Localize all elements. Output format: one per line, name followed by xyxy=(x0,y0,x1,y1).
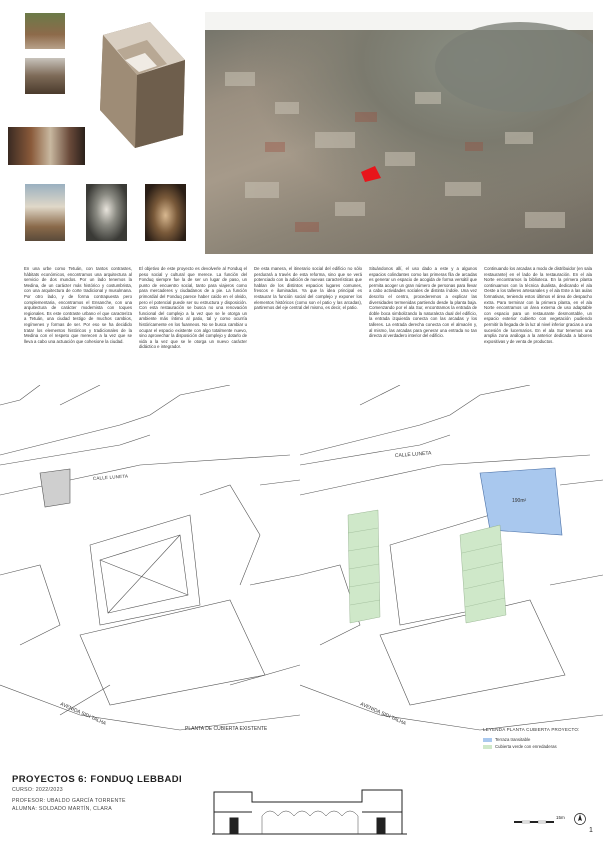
aerial-texture xyxy=(205,12,593,254)
area-label: 190m² xyxy=(512,498,527,504)
street-north-label: CALLE LUNETA xyxy=(92,473,129,481)
course-label: CURSO: 2022/2023 xyxy=(12,787,63,793)
text-column-5: Continuando los arcadas a modo de distribuidor (en sala restaurante) en el lado de la restauración. En el ala Norte encontramos la biblioteca. En la primera planta continuamos con la técnica dualista, dedicando el ala Oeste a los talleres artesanales y el ala Este a las aulas formativas, teniendo estos últimos el área de despacho extra. Para terminar con la primera planta, en el ala Norte encontramos un área externa de uso adaptable con espacio para un restaurante desmontable, un espacio exterior cubierto con vegetación pudiendo permitir la llegada de la luz al nivel inferior gracias a una sucesión de lucernarios. En el ala Sur tenemos una amplia zona análoga a la anterior dedicada a labores expositivas y de venta de productos. xyxy=(484,266,592,344)
text-column-4: Situándonos allí, el uso dado a este y a algunos espacios colindantes como las primeras fila de arcadas es generar un espacio de acogida de forma versátil que permita acoger un gran número de personas para llevar a cabo actividades sociales de distinta índole. Una vez descrito el centro, procederemos a explicar las diversidades termenidas partiendo desde la planta baja. Comenzando por el ala Sur, encontramos la entrada de doble boca simbolizando la naturaleza dual del edificio, la entrada izquierda conecta con las arcadas y los talleres. La entrada derecha conecta con el almacén y, al mismo, las arcadas para generar una entrada no tan directa al verdadero interior del edificio. xyxy=(369,266,477,339)
plan-caption: PLANTA DE CUBIERTA EXISTENTE xyxy=(185,726,268,732)
text-column-1: En una urbe como Tetuán, con tantos contrastes, hábitats económicos, encontramos una arquitectura al servicio de dos mundos. Por un lado tenemos la Medina, de un carácter más histórico y costumbrista, con una arquitectura de corte tradicional y musulmana. Por otro lado, y de forma contrapuesta pero complementaria, encontramos el Ensanche, con una arquitectura de carácter modernista con toques regionales. Es este contraste urbano el que caracteriza a Tetuán, una ciudad testigo de muchos cambios, regímenes y formas de ser. Por eso se ha decidido tratar los elementos históricos y tradicionales de la Medina con el respeto que merecen a la vez que se lleva a cabo una actuación que cohesione la ciudad. xyxy=(24,266,132,344)
street-north-label-2: CALLE LUNETA xyxy=(394,450,432,459)
fonduq-highlight xyxy=(361,166,381,182)
aerial-city-view xyxy=(205,12,593,254)
north-arrow-icon xyxy=(573,812,587,826)
photo-arch-passage xyxy=(86,184,127,241)
student-label: ALUMNA: SOLDADO MARTÍN, CLARA xyxy=(12,806,112,812)
project-title: PROYECTOS 6: FONDUQ LEBBADI xyxy=(12,774,183,785)
plan-existing-roof xyxy=(0,385,300,745)
legend-green-label: Cubierta verde con enredaderas xyxy=(495,744,557,749)
legend-item-terrace xyxy=(483,737,530,742)
scale-text: 15m xyxy=(556,815,565,820)
scale-bar xyxy=(514,815,574,827)
photo-market-street xyxy=(8,127,85,165)
photo-doorway xyxy=(145,184,186,241)
photo-gate xyxy=(25,184,65,241)
text-column-3: De esta manera, el itinerario social del edificio no sólo perdurará a través de esta reforma, sino que se verá potenciado con la adición de nuevas características que hablan de los distintos espacios lugares comunes, frescos e iluminados. Ya que la idea principal es restaurar la función social del complejo y exponer los elementos históricos (como son el patio y las arcadas), partiremos del eje central del mismo, es decir, el patio. xyxy=(254,266,362,311)
terrace-swatch xyxy=(483,738,492,742)
green-swatch xyxy=(483,745,492,749)
street-south-label: AVENIDA SIDI TALHA xyxy=(59,701,107,727)
page-number: 1 xyxy=(589,827,593,834)
legend-title: LEYENDA PLANTA CUBIERTA PROYECTO: xyxy=(483,727,580,732)
green-roof-east xyxy=(460,525,506,623)
building-model-3d xyxy=(95,20,190,150)
street-south-label-2: AVENIDA SIDI TALHA xyxy=(359,701,407,727)
legend-terrace-label: Terraza transitable xyxy=(495,737,531,742)
text-column-2: El objetivo de este proyecto es devolverle al Fonduq el peso social y cultural que merece. La función del Fonduq siempre fue la de ser un lugar de paso, un punto de encuentro social, tanto para viajeros como para mercaderes y ciudadanos de a pie. La función primordial del Fonduq parece haber caído en el olvido, pero el potencial puede ser su estructura y disposición. Con esta restauración se busca no una renovación funcional del complejo a la vez que se le otorga un ambiente más íntimo al patio, tal y como ocurría históricamente en los fuanneos. No se busca cambiar u ocupar el espacio existente con algo totalmente nuevo, sino aprovechar la disposición del complejo y dotarlo de vida a la vez que se le otorga un nuevo carácter didáctico e integrador. xyxy=(139,266,247,350)
photo-arcade xyxy=(25,58,65,94)
professor-label: PROFESOR: UBALDO GARCÍA TORRENTE xyxy=(12,798,126,804)
building-section xyxy=(212,782,407,838)
legend-item-green xyxy=(483,744,557,749)
photo-courtyard-tree xyxy=(25,13,65,49)
plan-proposed-roof xyxy=(300,385,603,745)
